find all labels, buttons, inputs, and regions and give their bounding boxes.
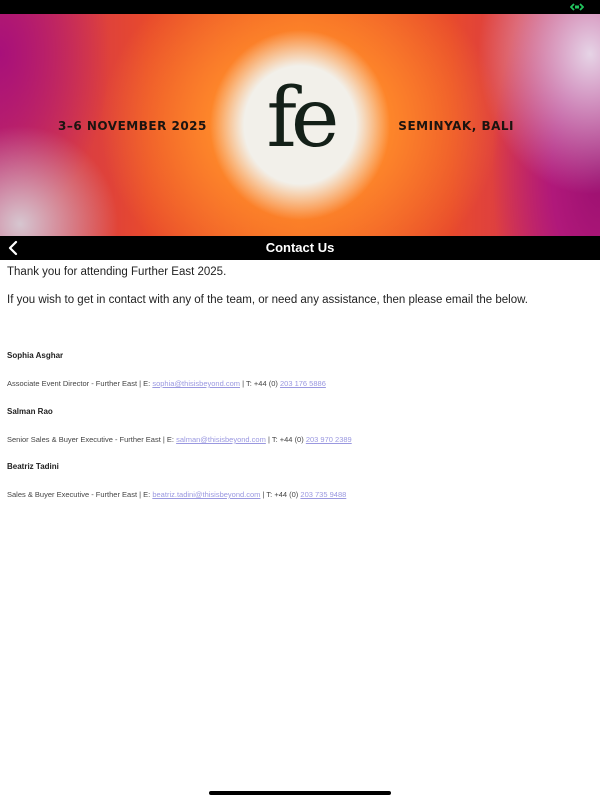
page-title: Contact Us xyxy=(265,240,335,255)
screen-share-icon xyxy=(570,3,584,11)
email-link[interactable]: sophia@thisisbeyond.com xyxy=(152,379,241,388)
contact-name: Beatriz Tadini xyxy=(7,462,59,471)
email-link[interactable]: beatriz.tadini@thisisbeyond.com xyxy=(152,490,261,499)
nav-bar xyxy=(0,236,600,260)
phone-label: | T: +44 (0) xyxy=(265,435,306,444)
intro-thanks: Thank you for attending Further East 2025. xyxy=(7,266,227,278)
email-link[interactable]: salman@thisisbeyond.com xyxy=(176,435,266,444)
further-east-logo: fe xyxy=(266,71,334,166)
event-banner xyxy=(0,14,600,236)
banner-location: SEMINYAK, BALI xyxy=(398,119,514,133)
phone-link[interactable]: 203 735 9488 xyxy=(300,490,347,499)
status-bar xyxy=(0,0,600,14)
contact-role: Associate Event Director - Further East | E: xyxy=(7,379,153,388)
chevron-left-icon[interactable] xyxy=(6,239,22,257)
contact-card xyxy=(7,351,593,388)
contact-name: Salman Rao xyxy=(7,407,53,416)
phone-link[interactable]: 203 970 2389 xyxy=(305,435,352,444)
contact-role: Sales & Buyer Executive - Further East | E: xyxy=(7,490,153,499)
contact-card xyxy=(7,407,593,444)
contact-details xyxy=(7,435,352,445)
phone-link[interactable]: 203 176 5886 xyxy=(279,379,326,388)
contact-name: Sophia Asghar xyxy=(7,351,64,360)
contact-details xyxy=(7,490,346,500)
banner-date: 3–6 NOVEMBER 2025 xyxy=(58,119,207,133)
contact-details xyxy=(7,379,326,389)
phone-label: | T: +44 (0) xyxy=(240,379,280,388)
contact-card xyxy=(7,462,593,499)
contact-role: Senior Sales & Buyer Executive - Further East | E: xyxy=(7,435,177,444)
home-indicator[interactable] xyxy=(209,791,391,795)
phone-label: | T: +44 (0) xyxy=(260,490,301,499)
contact-content xyxy=(7,260,593,499)
intro-instructions: If you wish to get in contact with any of the team, or need any assistance, then please email the below. xyxy=(7,294,528,306)
